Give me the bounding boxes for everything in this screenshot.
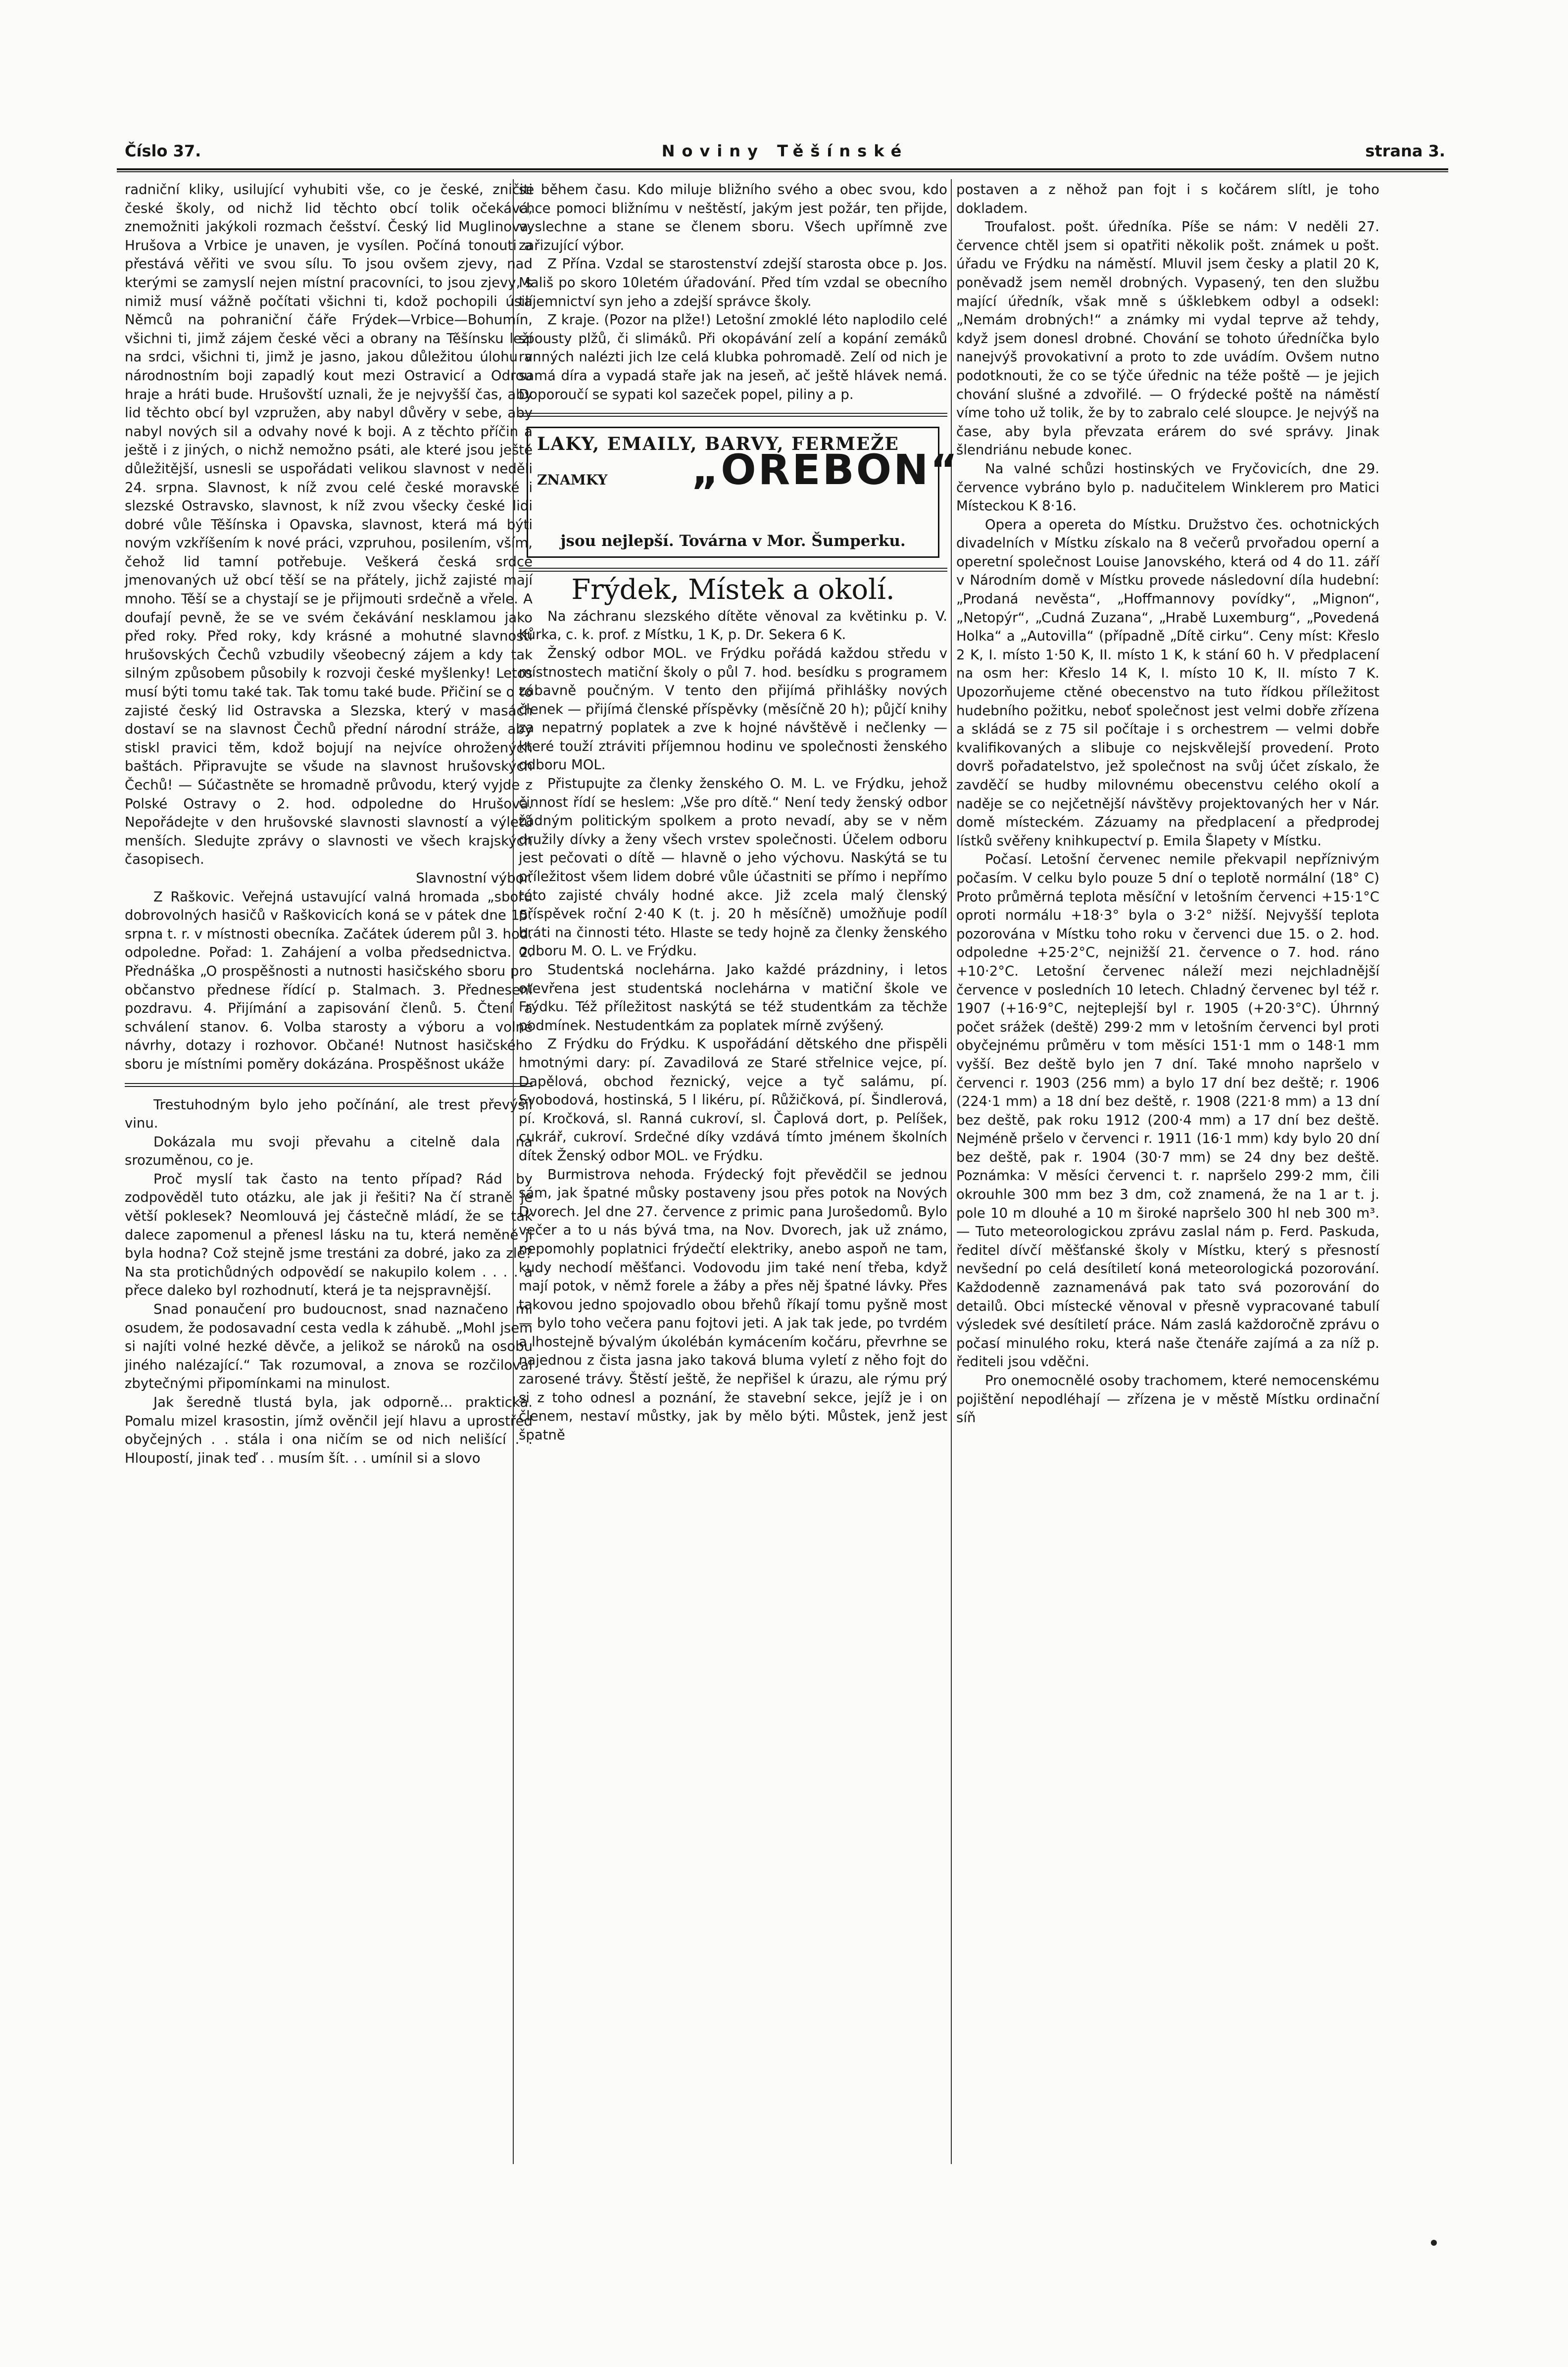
story-text: Dokázala mu svoji převahu a citelně dala na srozuměnou, co je. <box>125 1134 533 1169</box>
column-3 <box>956 181 1379 1428</box>
section-divider <box>519 413 947 417</box>
advertisement-orebon <box>527 427 960 558</box>
ad-brand: „OREBON“ <box>691 445 960 494</box>
issue-number: Číslo 37. <box>125 142 201 160</box>
ad-line-2: ZNAMKY <box>537 472 608 489</box>
article-text: Z Přína. Vzdal se starostenství zdejší starosta obce p. Jos. Mališ po skoro 10letém úřadování. Před tím vzdal se obecního tajemnictví syn jeho a zdejší správce školy. <box>519 256 947 309</box>
header-rule-thin <box>117 171 1448 172</box>
article-text: Z Raškovic. Veřejná ustavující valná hromada „sboru dobrovolných hasičů v Raškovicích koná se v pátek dne 15. srpna t. r. v místnosti obecníka. Začátek úderem půl 3. hod. odpoledne. Pořad: 1. Zahájení a volba předsednictva. 2. Přednáška „O prospěšnosti a nutnosti hasičského sboru pro občanstvo přednese řídící p. Stalmach. 3. Přednesení pozdravu. 4. Přijímání a zapisování členů. 5. Čtení a schválení stanov. 6. Volba starosty a výboru a volné návrhy, dotazy i rozhovor. Občané! Nutnost hasičského sboru je místními poměry dokázána. Prospěšnost ukáže <box>125 888 533 1072</box>
section-divider <box>125 1083 533 1087</box>
story-text: Trestuhodným bylo jeho počínání, ale trest převýšil vinu. <box>125 1096 533 1132</box>
article-text: Na záchranu slezského dítěte věnoval za květinku p. V. Kůrka, c. k. prof. z Místku, 1 K, p. Dr. Sekera 6 K. <box>519 608 947 643</box>
article-text: Studentská noclehárna. Jako každé prázdniny, i letos otevřena jest studentská noclehárna v matiční škole ve Frýdku. Též příležitost naskýtá se též studentkám za těchže podmínek. Nestudentkám za poplatek mírně zvýšený. <box>519 962 947 1034</box>
article-text: Pro onemocnělé osoby trachomem, které nemocenskému pojištění nepodléhají — zřízena je v městě Místku ordinační síň <box>956 1373 1379 1426</box>
article-text: Přistupujte za členky ženského O. M. L. ve Frýdku, jehož činnost řídí se heslem: „Vše pro dítě.“ Není tedy ženský odbor žádným politickým spolkem a proto nevadí, aby se v něm družily dívky a ženy všech vrstev společnosti. Účelem odboru jest pečovati o dítě — hlavně o jeho výchovu. Naskýtá se tu příležitost všem lidem dobré vůle účastniti se přímo i nepřímo této zajisté chvály hodné akce. Již zcela malý členský příspěvek roční 2·40 K (t. j. 20 h měsíčně) umožňuje podíl bráti na činnosti této. Hlaste se tedy hojně za členky ženského odboru M. O. L. ve Frýdku. <box>519 776 947 959</box>
story-text: Proč myslí tak často na tento případ? Rád by zodpověděl tuto otázku, ale jak ji řešiti? Na čí straně je větší poklesek? Neomlouvá jej částečně mládí, že se tak dalece zapomenul a přenesl lásku na tu, která neměně ji byla hodna? Což stejně jsme trestáni za dobré, jako za zlé? Na sta protichůdných odpovědí se nakupilo kolem . . . . a přece daleko byl rozhodnutí, která je ta nejspravnější. <box>125 1171 533 1299</box>
article-text: Počasí. Letošní červenec nemile překvapil nepříznivým počasím. V celku bylo pouze 5 dní o teplotě normální (18° C) Proto průměrná teplota měsíční v letošním červenci +15·1°C oproti normálu +18·3° byla o 3·2° nižší. Nejvyšší teplota pozorována v Místku toho roku v červenci due 15. o 2. hod. odpoledne +25·2°C, nejnižší 21. července o 7. hod. ráno +10·2°C. Letošní červenec náleží mezi nejchladnější července v posledních 10 letech. Chladný červenec byl též r. 1907 (+16·9°C, nejteplejší byl r. 1905 (+20·3°C). Úhrnný počet srážek (deště) 299·2 mm v letošním červenci byl proti obyčejnému průměru v tom měsíci 151·1 mm o 148·1 mm vyšší. Bez deště bylo jen 7 dní. Také mnoho napršelo v červenci r. 1903 (256 mm) a bylo 17 dní bez deště; r. 1906 (224·1 mm) a 18 dní bez deště, r. 1908 (221·8 mm) a 13 dní bez deště, pak roku 1912 (200·4 mm) a 17 dní bez deště. Nejméně pršelo v červenci r. 1911 (16·1 mm) kdy bylo 20 dní bez deště, pak r. 1904 (30·7 mm) se 24 dny bez deště. Poznámka: V měsíci červenci t. r. napršelo 299·2 mm, čili okrouhle 300 mm bez 3 dm, což znamená, že na 1 ar t. j. pole 10 m dlouhé a 10 m široké napršelo 300 hl neb 300 m³. — Tuto meteorologickou zprávu zaslal nám p. Ferd. Paskuda, ředitel dívčí měšťanské školy v Místku, který s přesností nevšední po celá desítiletí koná meteorologická pozorování. Každodenně zaznamenává pak tato svá pozorování do detailů. Obci místecké věnoval v přesně vypracované tabulí výsledek své desítiletí práce. Nám zaslá každoročně zprávu o počasí minulého roku, která naše čtenáře zajímá a za níž p. řediteli jsou vděčni. <box>956 851 1379 1370</box>
article-text: Z kraje. (Pozor na plže!) Letošní zmoklé léto naplodilo celé spousty plžů, či slimáků. Při okopávání zelí a kopání zemáků ranných nalézti jich lze celá klubka pohromadě. Zelí od nich je samá díra a vypadá staře jak na jeseň, ač ještě hlávek nemá. Doporoučí se sypati kol sazeček popel, piliny a p. <box>519 312 947 402</box>
ad-line-3: jsou nejlepší. Továrna v Mor. Šumperku. <box>560 532 906 550</box>
article-text: postaven a z něhož pan fojt i s kočárem slítl, je toho dokladem. <box>956 182 1379 216</box>
signature: Slavnostní výbor. <box>416 870 533 886</box>
article-text: Troufalost. pošt. úředníka. Píše se nám: V neděli 27. července chtěl jsem si opatřiti několik pošt. známek u pošt. úřadu ve Frýdku na náměstí. Mluvil jsem česky a platil 20 K, poněvadž jsem neměl drobných. Vypasený, ten den službu mající úředník, však mně s úšklebkem odbyl a odsekl: „Nemám drobných!“ a známky mi vydal teprve až tehdy, když jsem donesl drobné. Chování se tohoto úředníčka bylo nanejvýš provokativní a proto to zde uvádím. Ovšem nutno podotknouti, že co se týče úřednic na téže poště — je jejich chování slušné a zdvořilé. — O frýdecké poště na náměstí víme toho už tolik, že by to zabralo celé sloupce. Je nejvýš na čase, aby byla převzata erárem do své správy. Jinak šlendriánu nebude konec. <box>956 219 1379 458</box>
ad-line-1: LAKY, EMAILY, BARVY, FERMEŽE <box>537 434 899 455</box>
ink-dot <box>1431 2240 1437 2246</box>
story-text: Jak šeredně tlustá byla, jak odporně... praktická. Pomalu mizel krasostin, jímž ověnčil její hlavu a uprostřed obyčejných . . stála i ona ničím se od nich nelišící . . Hloupostí, jinak teď . . musím šít. . . umínil si a slovo <box>125 1394 533 1466</box>
article-text: radniční kliky, usilující vyhubiti vše, co je české, zničiti české školy, od nichž lid těchto obcí tolik očekává, znemožniti jakýkoli rozmach češství. Český lid Muglinova, Hrušova a Vrbice je unaven, je vysílen. Počíná tonouti a přestává věřiti ve svou sílu. To jsou ovšem zjevy, nad kterými se zamyslí nejen místní pracovníci, to jsou zjevy, s nimiž musí vážně počítati všichni ti, kdož pochopili úsilí Němců na pohraniční čáře Frýdek—Vrbice—Bohumín, všichni ti, jimž zájem české věci a obrany na Těšínsku leží na srdci, všichni ti, jimž je jasno, jakou důležitou úlohu v národnostním boji zapadlý kout mezi Ostravicí a Odrou hraje a hráti bude. Hrušovští uznali, že je nejvyšší čas, aby lid těchto obcí byl vzpružen, aby nabyl důvěry v sebe, aby nabyl nových sil a odvahy nové k boji. A z těchto příčin a ještě i z jiných, o nichž nemožno psáti, ale které jsou ještě důležitější, usnesli se uspořádati velikou slavnost v neděli 24. srpna. Slavnost, k níž zvou celé české moravské i slezské Ostravsko, slavnost, k níž zvou všecky české lidi dobré vůle Těšínska i Opavska, slavnost, která má býti novým vzkříšením k nové práci, vzpruhou, posilením, vším, čehož lid tamní potřebuje. Veškerá česká srdce jmenovaných už obcí těší se na přátely, jichž zajisté mají mnoho. Těší se a chystají se je přijmouti srdečně a vřele. A doufají pevně, že se ve svém čekávání nesklamou jako před roky. Před roky, kdy krásné a mohutné slavnosti hrušovských Čechů vzbudily všeobecný zájem a kdy tak silným způsobem působily k rozvoji české myšlenky! Letos musí býti tomu také tak. Tak tomu také bude. Přičiní se o to zajisté český lid Ostravska a Slezska, který v masách dostaví se na slavnost Čechů přední národní stráže, aby stiskl pravici těm, kdož bojují na nejvíce ohrožených baštách. Připravujte se všude na slavnost hrušovských Čechů! — Súčastněte se hromadně průvodu, který vyjde z Polské Ostravy o 2. hod. odpoledne do Hrušova. Nepořádejte v den hrušovské slavnosti slavností a výletů menších. Sledujte zprávy o slavnosti ve všech krajských časopisech. <box>125 182 533 868</box>
article-text: Burmistrova nehoda. Frýdecký fojt převědčil se jednou sám, jak špatné můsky postaveny jsou přes potok na Nových Dvorech. Jel dne 27. července z primic pana Jurošedomů. Bylo večer a to u nás bývá tma, na Nov. Dvorech, jak už známo, nepomohly poplatnici frýdečtí elektriky, anebo aspoň ne tam, kudy nechodí měšťanci. Vodovodu jim také není třeba, když mají potok, v němž forele a žáby a přes něj špatné lávky. Přes takovou jedno spojovadlo obou břehů říkají tomu pyšně most — bylo toho večera panu fojtovi jeti. A jak tak jede, po tvrdém a lhostejně bývalým úkolébán kymácením kočáru, převrhne se najednou z čista jasna jako taková bluma vyletí z něho fojt do zarosené trávy. Štěstí ještě, že nepřišel k úrazu, ale rýmu prý si z toho odnesl a poznání, že stavební sekce, jejíž je i on členem, nestaví můstky, jak by mělo býti. Můstek, jenž jest špatně <box>519 1166 947 1443</box>
story-text: Snad ponaučení pro budoucnost, snad naznačeno mi osudem, že podosavadní cesta vedla k záhubě. „Mohl jsem si najíti volné hezké děvče, a jelikož se nároků na osobu jiného nalézající.“ Tak rozumoval, a znova se rozčiloval zbytečnými připomínkami na minulost. <box>125 1301 533 1392</box>
column-1 <box>125 181 533 1468</box>
page-header <box>125 142 1445 166</box>
article-text: Na valné schůzi hostinských ve Fryčovicích, dne 29. července vybráno bylo p. nadučitelem Winklerem pro Matici Místeckou K 8·16. <box>956 460 1379 514</box>
page-number: strana 3. <box>1365 142 1445 160</box>
article-text: Ženský odbor MOL. ve Frýdku pořádá každou středu v místnostech matiční školy o půl 7. hod. besídku s programem zábavně poučným. V tento den přijímá přihlášky nových členek — přijímá členské příspěvky (měsíčně 20 h); půjčí knihy za nepatrný poplatek a zve k hojné návštěvě i nečlenky — které touží ztráviti příjemnou hodinu ve společnosti ženského odboru MOL. <box>519 645 947 773</box>
column-2 <box>519 181 960 1444</box>
article-text: Opera a opereta do Místku. Družstvo čes. ochotnických divadelních v Místku získalo na 8 večerů prvořadou operní a operetní společnost Louise Janovského, která od 4 do 11. září v Národním domě v Místku provede následovní díla hudební: „Prodaná nevěsta“, „Hoffmannovy povídky“, „Mignon“, „Netopýr“, „Cudná Zuzana“, „Hrabě Luxemburg“, „Povedená Holka“ a „Autovilla“ (případně „Dítě cirku“. Ceny míst: Křeslo 2 K, I. místo 1·50 K, II. místo 1 K, k stání 60 h. V předplacení na osm her: Křeslo 14 K, I. místo 10 K, II. místo 7 K. Upozorňujeme ctěné obecenstvo na tuto řídkou příležitost hudebního požitku, neboť společnost jest velmi dobře zřízena a skládá se z 75 sil počítaje i s orchestrem — velmi dobře kvalifikovaných a slibuje co nejskvělejší provedení. Proto dovrš pořadatelstvo, jež společnost na svůj účet získalo, že zavděčí se hudby milovnému obecenstvu celého okolí a naděje se co nejčetnější návštěvy projektovaných her v Nár. domě místeckém. Zázuamy na předplacení a předprodej lístků svěřeny knihkupectví p. Emila Šlapety v Místku. <box>956 516 1379 849</box>
header-rule <box>117 168 1448 170</box>
section-heading: Frýdek, Místek a okolí. <box>571 574 895 606</box>
masthead-title: Noviny Těšínské <box>661 142 909 160</box>
article-text: Z Frýdku do Frýdku. K uspořádání dětského dne přispěli hmotnými dary: pí. Zavadilová ze Staré střelnice vejce, pí. Dapělová, obchod řeznický, vejce a tyč salámu, pí. Svobodová, hostinská, 5 l likéru, pí. Růžičková, pí. Šindlerová, pí. Kročková, sl. Ranná cukroví, sl. Čaplová dort, p. Pelíšek, cukrář, cukroví. Srdečné díky vzdává tímto jménem školních dítek Ženský odbor MOL. ve Frýdku. <box>519 1036 947 1164</box>
article-text: se během času. Kdo miluje bližního svého a obec svou, kdo chce pomoci bližnímu v neštěstí, jakým jest požár, ten přijde, vyslechne a stane se členem sboru. Všech upřímně zve zařizující výbor. <box>519 182 947 253</box>
section-divider <box>519 568 947 572</box>
